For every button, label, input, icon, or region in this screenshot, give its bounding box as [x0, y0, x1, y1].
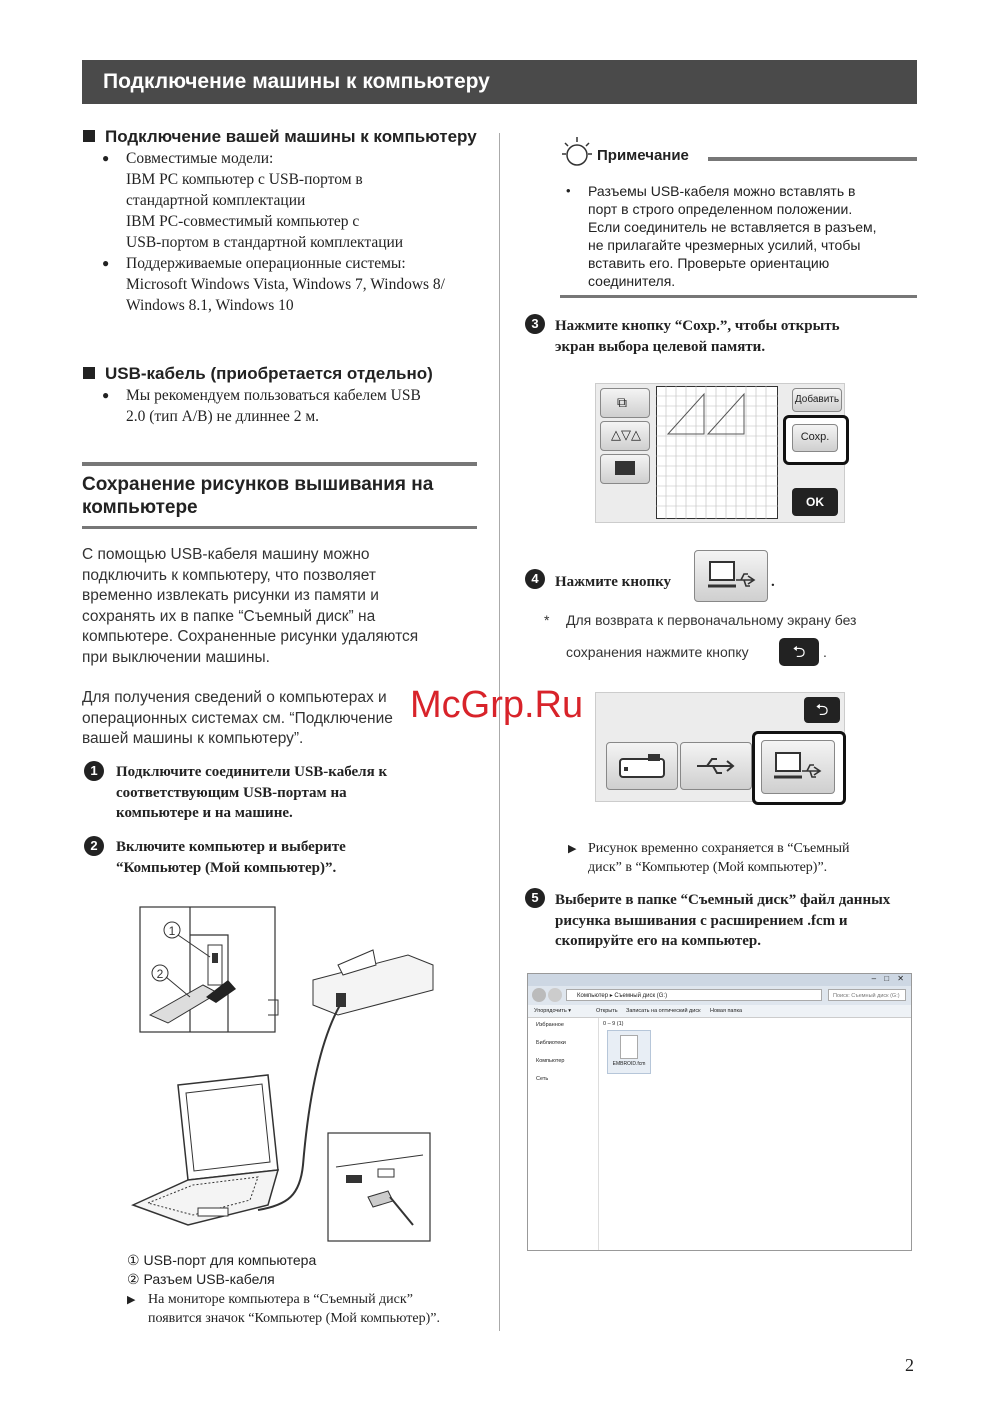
- mat-button[interactable]: [600, 454, 650, 484]
- memory-select-screen: [595, 692, 845, 802]
- save-button-highlight: [783, 415, 849, 465]
- list-item: ● Поддерживаемые операционные системы: Microsoft Windows Vista, Windows 7, Windows 8/ Windows 8.1, Windows 10: [102, 255, 445, 314]
- legend-item: ① USB-порт для компьютера: [127, 1252, 317, 1268]
- file-pane: [599, 1018, 911, 1250]
- note-bullet-icon: •: [566, 183, 571, 198]
- usb-list: [102, 385, 493, 427]
- result-arrow-icon: ▶: [127, 1294, 136, 1306]
- forward-nav-icon[interactable]: [548, 988, 562, 1002]
- explorer-titlebar: [528, 974, 911, 986]
- nav-item-favorites[interactable]: Избранное: [536, 1022, 564, 1028]
- right-result-text: Рисунок временно сохраняется в “Съемный диск” в “Компьютер (Мой компьютер)”.: [588, 841, 850, 875]
- return-arrow-icon: ⮌: [792, 644, 806, 661]
- back-button[interactable]: [779, 638, 819, 666]
- bullet-icon: ●: [102, 388, 110, 402]
- organize-menu[interactable]: Упорядочить ▾: [534, 1008, 572, 1014]
- computer-usb-icon: [774, 751, 822, 783]
- computer-usb-icon: [708, 560, 756, 592]
- square-bullet-icon: [83, 367, 95, 379]
- nav-item-computer[interactable]: Компьютер: [536, 1058, 565, 1064]
- figure-legend: [127, 1251, 487, 1289]
- open-menu[interactable]: Открыть: [596, 1008, 618, 1014]
- step-5-badge: 5: [525, 888, 545, 908]
- left-result-text: На мониторе компьютера в “Съемный диск” появится значок “Компьютер (Мой компьютер)”.: [148, 1292, 440, 1326]
- layout-icon: ⧉: [617, 394, 627, 410]
- result-arrow-icon: ▶: [568, 843, 577, 855]
- machine-icon: [618, 753, 666, 779]
- file-item[interactable]: EMBROID.fcm: [607, 1030, 651, 1074]
- step-4-period: .: [771, 574, 775, 590]
- svg-text:2: 2: [156, 967, 164, 981]
- new-folder-menu[interactable]: Новая папка: [710, 1008, 743, 1014]
- intro-paragraph: С помощью USB-кабеля машину можно подключить к компьютеру, что позволяет временно извлекать рисунки из памяти и сохранять их в папке “Съемный диск” на компьютере. Сохраненные рисунки удаляются при выключении машины.: [82, 546, 419, 666]
- section-connect-heading: Подключение вашей машины к компьютеру: [83, 126, 493, 147]
- usb-memory-button[interactable]: [680, 742, 752, 790]
- step-4-text: Нажмите кнопку: [555, 574, 672, 590]
- compat-list: [102, 148, 493, 316]
- page-number: 2: [905, 1355, 914, 1375]
- step-2-badge: 2: [84, 836, 104, 856]
- computer-button-highlight: [752, 731, 846, 805]
- watermark: McGrp.Ru: [410, 684, 584, 726]
- layout-button[interactable]: [600, 388, 650, 418]
- step-5-text: Выберите в папке “Съемный диск” файл данных рисунка вышивания с расширением .fcm и скопируйте его на компьютер.: [555, 892, 891, 949]
- return-arrow-icon: ⮌: [815, 702, 829, 719]
- file-icon: [620, 1035, 638, 1059]
- section-usb-cable: [83, 363, 493, 427]
- connection-illustration: [128, 905, 438, 1245]
- explorer-toolbar: [528, 1005, 911, 1018]
- footnote-period: .: [823, 644, 827, 660]
- nav-item-libraries[interactable]: Библиотеки: [536, 1040, 566, 1046]
- mat-grid-preview: [656, 386, 778, 519]
- legend-item: ② Разъем USB-кабеля: [127, 1271, 275, 1287]
- column-divider: [499, 133, 500, 1331]
- triangles-icon: △▽△: [611, 427, 641, 442]
- bullet-icon: ●: [102, 151, 110, 165]
- step-3-badge: 3: [525, 314, 545, 334]
- burn-menu[interactable]: Записать на оптический диск: [626, 1008, 701, 1014]
- inset-frame-port: [328, 1133, 430, 1241]
- footnote-line1: Для возврата к первоначальному экрану без: [566, 612, 857, 628]
- cutting-screen: [595, 383, 845, 523]
- screen-back-button[interactable]: [804, 697, 840, 723]
- window-controls-icon[interactable]: – □ ✕: [871, 974, 907, 983]
- nav-pane: [528, 1018, 599, 1250]
- reference-paragraph: Для получения сведений о компьютерах и операционных системах см. “Подключение вашей машины к компьютеру”.: [82, 689, 393, 747]
- step-2-text: Включите компьютер и выберите “Компьютер (Мой компьютер)”.: [116, 839, 346, 876]
- add-button[interactable]: Добавить: [792, 388, 842, 412]
- mat-icon: [615, 461, 635, 475]
- note-lightbulb-icon: [560, 134, 594, 175]
- svg-text:1: 1: [168, 924, 176, 938]
- align-button[interactable]: [600, 421, 650, 451]
- computer-memory-button[interactable]: [761, 740, 835, 794]
- address-bar[interactable]: Компьютер ▸ Съемный диск (G:): [566, 989, 822, 1001]
- section-usb-heading: USB-кабель (приобретается отдельно): [83, 363, 493, 384]
- nav-item-network[interactable]: Сеть: [536, 1076, 549, 1082]
- note-rule-bottom: [560, 295, 917, 298]
- usb-icon: [695, 756, 737, 776]
- step-1-badge: 1: [84, 761, 104, 781]
- page-title: Подключение машины к компьютеру: [103, 70, 490, 93]
- list-item: ● Мы рекомендуем пользоваться кабелем USB 2.0 (тип A/B) не длиннее 2 м.: [102, 387, 421, 425]
- step-1-text: Подключите соединители USB-кабеля к соответствующим USB-портам на компьютере и на машине.: [116, 764, 388, 821]
- back-nav-icon[interactable]: [532, 988, 546, 1002]
- list-item: ● Совместимые модели: IBM PC компьютер с USB-портом в стандартной комплектации IBM PC-совместимый компьютер с USB-портом в стандартной комплектации: [102, 150, 404, 251]
- footnote-mark: *: [544, 612, 550, 628]
- note-text: Разъемы USB-кабеля можно вставлять в порт в строго определенном положении. Если соединитель не вставляется в разъем, не прилагайте чрезмерных усилий, чтобы вставить его. Проверьте ориентацию соединителя.: [588, 183, 877, 289]
- group-header: 0 – 9 (1): [603, 1021, 624, 1027]
- footnote-line2: сохранения нажмите кнопку: [566, 644, 749, 660]
- step-4-badge: 4: [525, 569, 545, 589]
- ok-button[interactable]: OK: [792, 488, 838, 516]
- bullet-icon: ●: [102, 256, 110, 270]
- section-rule-bottom: [82, 526, 477, 529]
- explorer-window: [527, 973, 912, 1251]
- search-box[interactable]: Поиск: Съемный диск (G:): [828, 989, 906, 1001]
- note-rule-top: [708, 157, 917, 161]
- square-bullet-icon: [83, 130, 95, 142]
- note-title: Примечание: [597, 147, 689, 164]
- computer-usb-button[interactable]: [694, 550, 768, 602]
- section-save-heading: Сохранение рисунков вышивания на компьютере: [82, 474, 434, 518]
- page-title-bar: [82, 60, 917, 104]
- section-rule-top: [82, 462, 477, 466]
- section-connect: [83, 126, 493, 316]
- step-3-text: Нажмите кнопку “Сохр.”, чтобы открыть экран выбора целевой памяти.: [555, 318, 840, 355]
- machine-memory-button[interactable]: [606, 742, 678, 790]
- save-button[interactable]: Сохр.: [792, 424, 838, 452]
